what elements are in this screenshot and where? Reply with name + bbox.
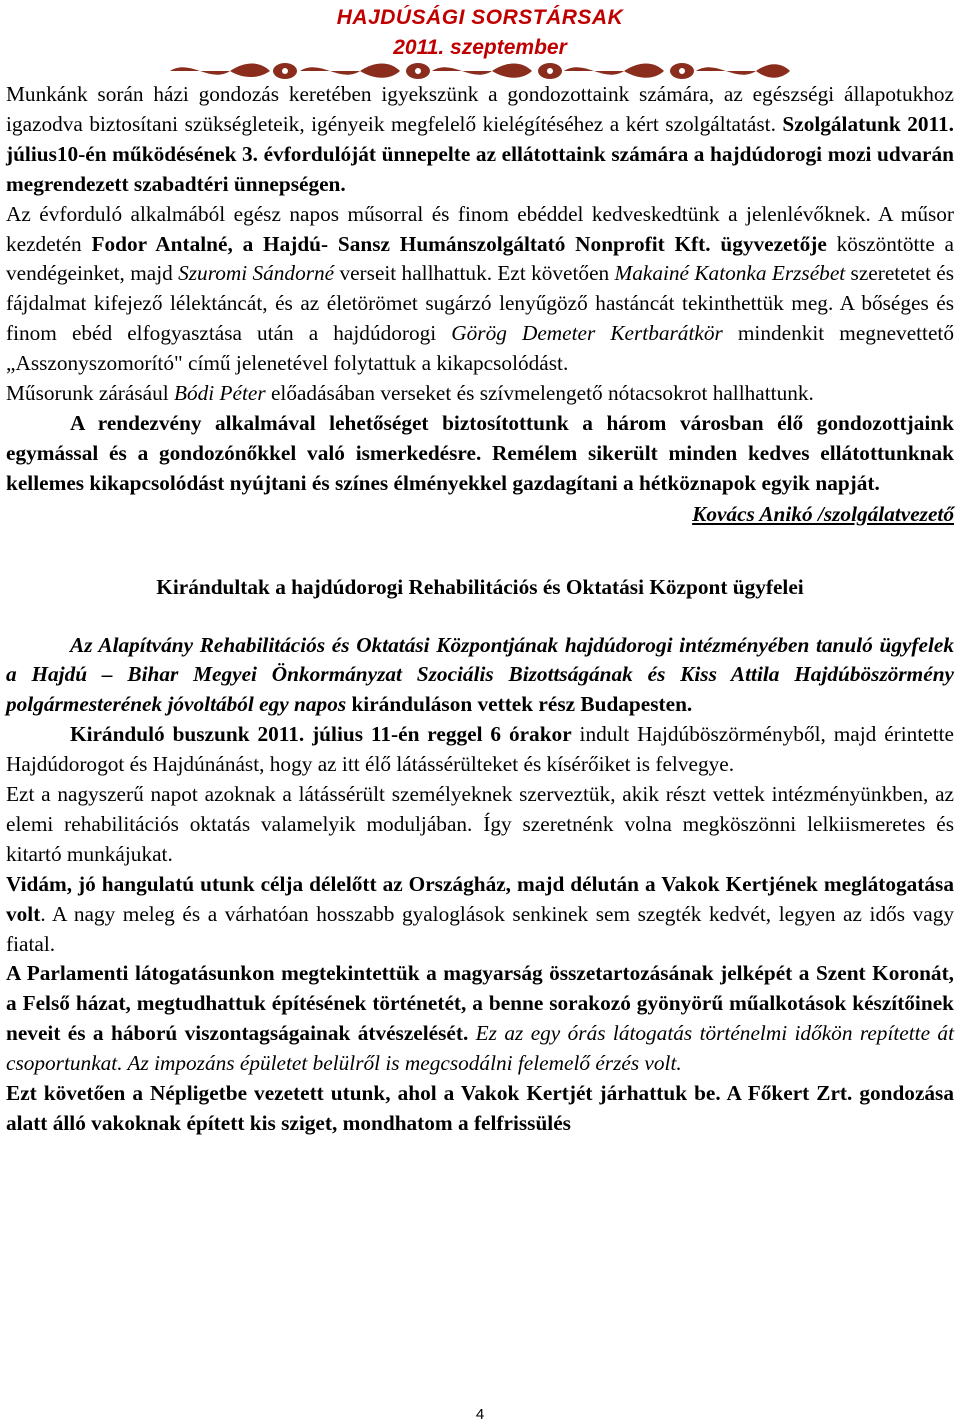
bold-text: Fodor Antalné, a Hajdú- Sansz Humánszolgáltató Nonprofit Kft. ügyvezetője: [91, 231, 827, 256]
text: . A nagy meleg és a várhatóan hosszabb gyaloglások senkinek sem szegték kedvét, legyen az idős vagy fiatal.: [6, 901, 954, 956]
text: verseit hallhattuk. Ezt követően: [334, 261, 615, 286]
text: Munkánk során házi gondozás keretében igyekszünk a gondozottaink számára, az egészségi állapotukhoz igazodva biztosítani szükségleteik, igényeik megfelelő kielégítéséhez a kért szolgáltatást.: [6, 82, 954, 136]
italic-name: Bódi Péter: [173, 381, 266, 406]
paragraph: [6, 959, 954, 1079]
text: Műsorunk zárásául: [6, 381, 174, 406]
paragraph: [6, 379, 954, 409]
publication-date: 2011. szeptember: [393, 36, 567, 59]
page-number: 4: [475, 1406, 485, 1423]
italic-name: Görög Demeter Kertbarátkör: [451, 321, 723, 346]
paragraph: [6, 200, 954, 379]
paragraph: [6, 870, 954, 960]
text: előadásában verseket és szívmelengető nótacsokrot hallhattunk.: [265, 381, 814, 406]
paragraph: [6, 631, 954, 721]
bold-paragraph: A rendezvény alkalmával lehetőséget biztosítottunk a három városban élő gondozottjaink egymással és a gondozónőkkel való ismerkedésre. Remélem sikerült minden kedves ellátottunknak kellemes kikapcsolódást nyújtani és színes élményekkel gazdagítani a hétköznapok egyik napját.: [6, 410, 954, 495]
bold-text: Szolgálatunk 2011. július10-én működésének 3. évfordulóját ünnepelte az ellátottaink számára a hajdúdorogi mozi udvarán megrendezett szabadtéri ünnepségen.: [6, 111, 954, 196]
bold-text: Vidám, jó hangulatú utunk célja délelőtt az Országház, majd délután a Vakok Kertjének meglátogatása volt: [6, 871, 954, 926]
italic-name: Makainé Katonka Erzsébet: [614, 261, 846, 286]
bold-italic-text: Az Alapítvány Rehabilitációs és Oktatási Központjának hajdúdorogi intézményében tanuló ügyfelek a Hajdú – Bihar Megyei Önkormányzat Szociális Bizottságának és Kiss Attila Hajdúböszörmény polgármesterének jóvoltából egy napos: [6, 632, 954, 717]
text: mindenkit megnevettető „Asszonyszomorító" című jelenetével folytattuk a kikapcsolódást.: [6, 321, 954, 376]
bold-paragraph: Ezt követően a Népligetbe vezetett utunk, ahol a Vakok Kertjét járhattuk be. A Főkert Zrt. gondozása alatt álló vakoknak épített kis sziget, mondhatom a felfrissülés: [6, 1081, 954, 1135]
italic-text: Ez az egy órás látogatás történelmi időkön repítette át csoportunkat. Az impozáns épületet belülről is megcsodálni felemelő érzés volt.: [6, 1021, 954, 1076]
text: köszöntötte a vendégeinket, majd: [6, 231, 955, 286]
paragraph: Ezt a nagyszerű napot azoknak a látássérült személyeknek szerveztük, akik részt vettek intézményünkben, az elemi rehabilitációs oktatás valamelyik moduljában. Így szeretnénk volna megköszönni lelkiismeretes és kitartó munkájukat.: [6, 782, 954, 866]
italic-name: Szuromi Sándorné: [178, 261, 335, 286]
publication-title: HAJDÚSÁGI SORSTÁRSAK: [336, 6, 624, 29]
bold-text: Kiránduló buszunk 2011. július 11-én reggel 6 órakor: [70, 722, 572, 747]
text: indult Hajdúböszörményből, majd érintette Hajdúdorogot és Hajdúnánást, hogy az itt élő látássérülteket és kísérőiket is felvegye.: [6, 722, 954, 777]
section-heading: Kirándultak a hajdúdorogi Rehabilitációs és Oktatási Központ ügyfelei: [156, 574, 804, 599]
text: szeretetet és fájdalmat kifejező lélektáncát, és az életörömet sugárzó lenyűgöző hastáncát tekinthettük meg. A bőséges és finom ebéd elfogyasztása után a hajdúdorogi: [6, 261, 955, 346]
paragraph: [6, 720, 954, 780]
paragraph: [6, 80, 954, 200]
bold-text: A Parlamenti látogatásunkon megtekintettük a magyarság összetartozásának jelképét a Szent Koronát, a Felső házat, megtudhattuk építésének történetét, a benne sorakozó gyönyörű műalkotások készítőinek neveit és a háború viszontagságainak átvészelését.: [6, 961, 954, 1046]
bold-text: kiránduláson vettek rész Budapesten.: [351, 692, 693, 717]
signature: Kovács Anikó /szolgálatvezető: [692, 501, 954, 526]
text: Az évforduló alkalmából egész napos műsorral és finom ebéddel kedveskedtünk a jelenlévőknek. A műsor kezdetén: [6, 201, 954, 256]
article-body: [6, 80, 954, 1139]
